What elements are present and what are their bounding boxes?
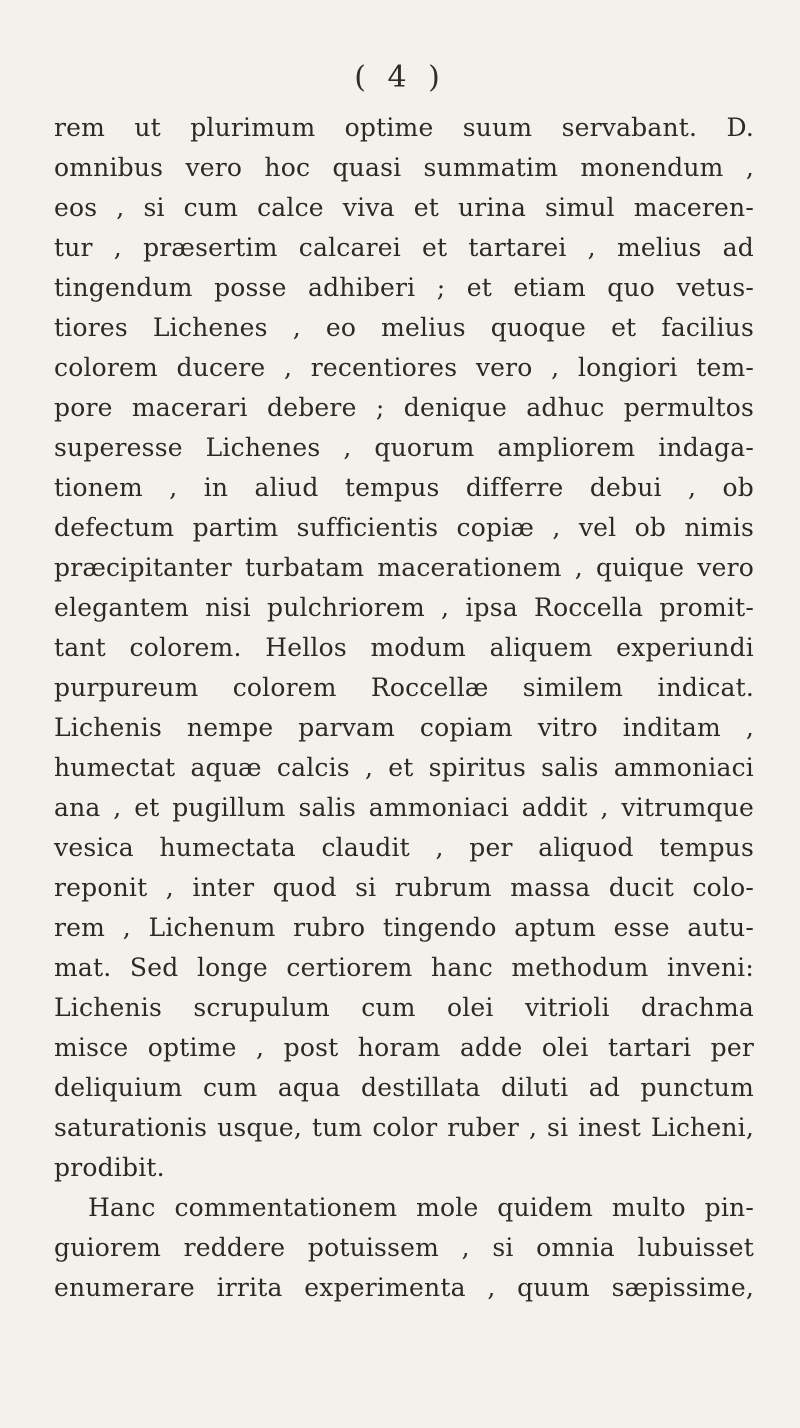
text-line: reponit , inter quod si rubrum massa ducit colo- — [54, 873, 754, 902]
text-line: Lichenis scrupulum cum olei vitrioli drachma — [54, 993, 754, 1022]
text-line: superesse Lichenes , quorum ampliorem indaga- — [54, 433, 754, 462]
text-line: colorem ducere , recentiores vero , longiori tem- — [54, 353, 754, 382]
text-line: tionem , in aliud tempus differre debui , ob — [54, 473, 754, 502]
text-line: ana , et pugillum salis ammoniaci addit , vitrumque — [54, 793, 754, 822]
text-line: pore macerari debere ; denique adhuc permultos — [54, 393, 754, 422]
text-line: misce optime , post horam adde olei tartari per — [54, 1033, 754, 1062]
text-line: purpureum colorem Roccellæ similem indicat. — [54, 673, 754, 702]
text-line: saturationis usque, tum color ruber , si inest Licheni, — [54, 1113, 754, 1142]
text-line: mat. Sed longe certiorem hanc methodum inveni: — [54, 953, 754, 982]
text-line: enumerare irrita experimenta , quum sæpissime, — [54, 1273, 754, 1302]
text-line: vesica humectata claudit , per aliquod tempus — [54, 833, 754, 862]
text-line: tant colorem. Hellos modum aliquem experiundi — [54, 633, 754, 662]
text-line: præcipitanter turbatam macerationem , quique vero — [54, 553, 754, 582]
text-line: guiorem reddere potuissem , si omnia lubuisset — [54, 1233, 754, 1262]
text-line: deliquium cum aqua destillata diluti ad punctum — [54, 1073, 754, 1102]
text-line: rem ut plurimum optime suum servabant. D. — [54, 113, 754, 142]
text-line-paragraph-start: Hanc commentationem mole quidem multo pin- — [88, 1193, 754, 1222]
page-number: ( 4 ) — [354, 60, 446, 95]
text-line: tingendum posse adhiberi ; et etiam quo vetus- — [54, 273, 754, 302]
text-line: tur , præsertim calcarei et tartarei , melius ad — [54, 233, 754, 262]
text-line-paragraph-end: prodibit. — [54, 1153, 165, 1182]
text-line: humectat aquæ calcis , et spiritus salis ammoniaci — [54, 753, 754, 782]
text-line: eos , si cum calce viva et urina simul maceren- — [54, 193, 754, 222]
text-line: elegantem nisi pulchriorem , ipsa Roccella promit- — [54, 593, 754, 622]
body-text — [54, 108, 754, 1308]
text-line: omnibus vero hoc quasi summatim monendum , — [54, 153, 754, 182]
text-line: defectum partim sufficientis copiæ , vel ob nimis — [54, 513, 754, 542]
text-line: tiores Lichenes , eo melius quoque et facilius — [54, 313, 754, 342]
text-line: rem , Lichenum rubro tingendo aptum esse autu- — [54, 913, 754, 942]
text-line: Lichenis nempe parvam copiam vitro inditam , — [54, 713, 754, 742]
